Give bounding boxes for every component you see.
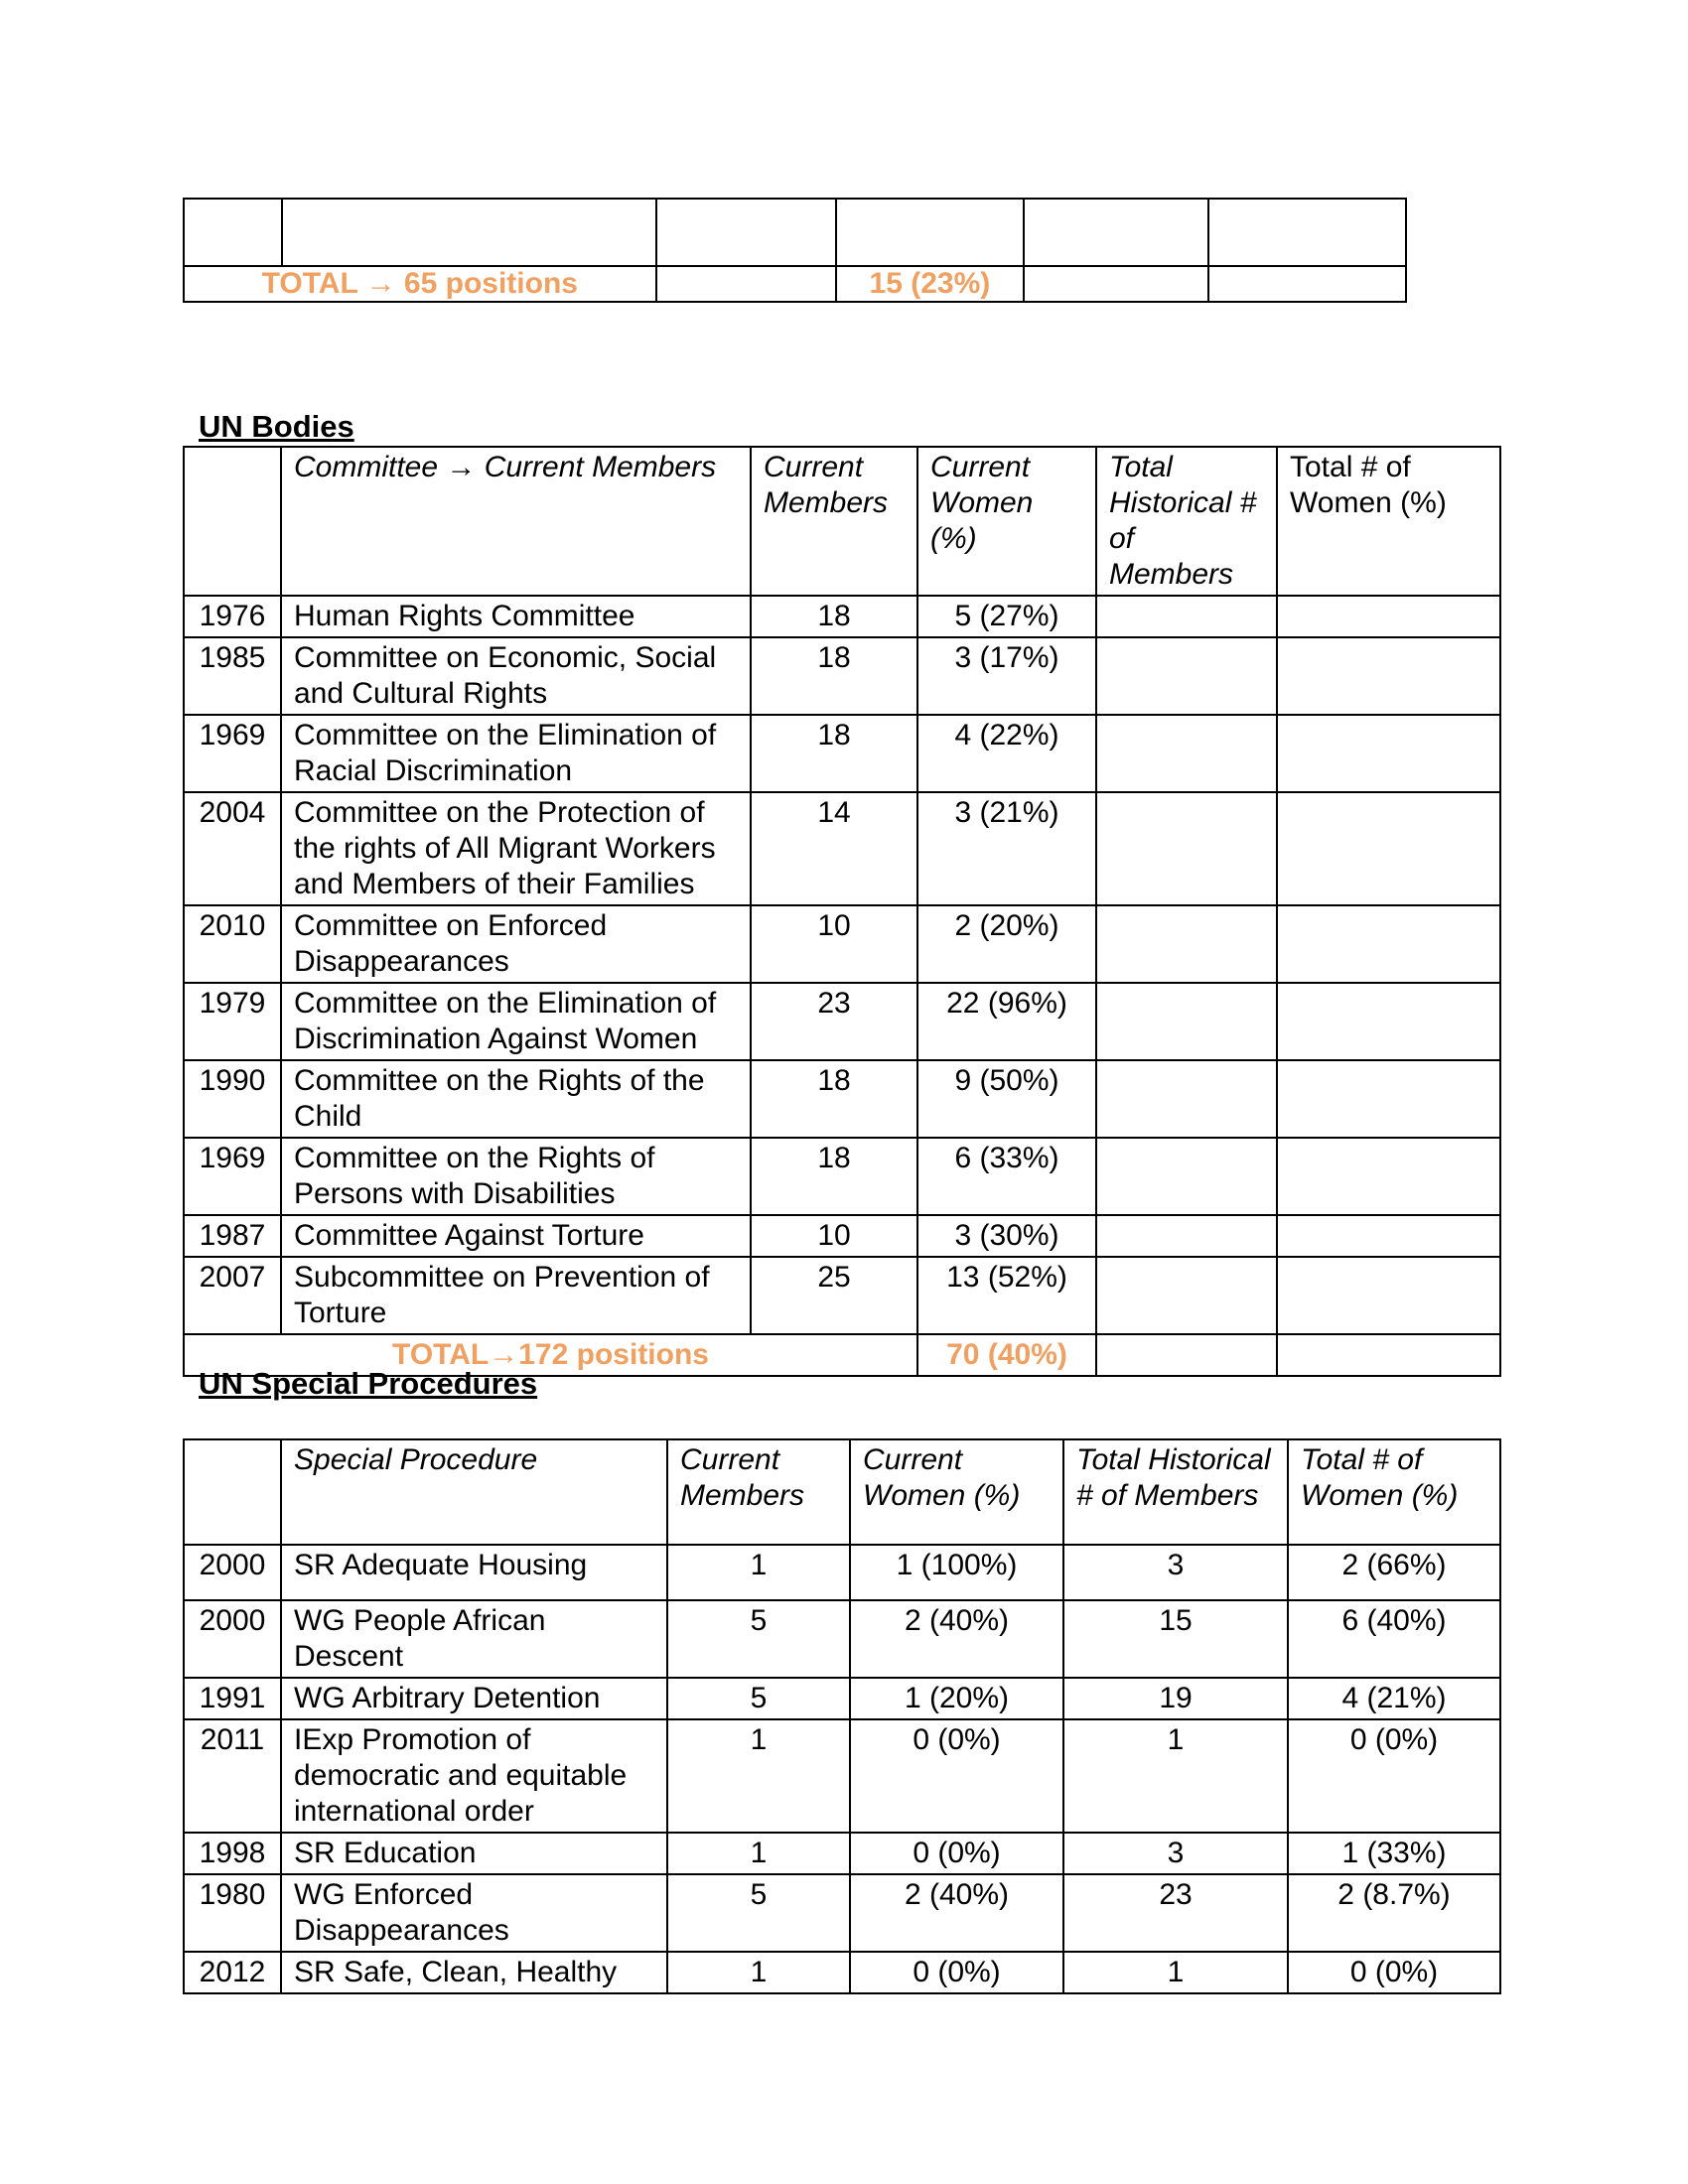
row-members: 18 bbox=[751, 715, 917, 792]
row-historical: 1 bbox=[1063, 1952, 1288, 1993]
header-procedure: Special Procedure bbox=[281, 1439, 667, 1545]
total-women: 70 (40%) bbox=[917, 1334, 1096, 1376]
row-total-women bbox=[1277, 715, 1500, 792]
row-year: 2012 bbox=[184, 1952, 281, 1993]
row-members: 18 bbox=[751, 596, 917, 637]
row-name: Committee on Economic, Social and Cultural Rights bbox=[281, 637, 751, 715]
row-year: 1979 bbox=[184, 983, 281, 1060]
row-women: 2 (20%) bbox=[917, 905, 1096, 983]
table-row bbox=[184, 1257, 1500, 1334]
row-members: 18 bbox=[751, 637, 917, 715]
row-historical bbox=[1096, 983, 1277, 1060]
row-members: 14 bbox=[751, 792, 917, 905]
row-women: 3 (21%) bbox=[917, 792, 1096, 905]
header-total-historical: Total Historical # of Members bbox=[1096, 447, 1277, 596]
row-name: WG People African Descent bbox=[281, 1600, 667, 1678]
row-total-women: 4 (21%) bbox=[1288, 1678, 1500, 1719]
row-women: 9 (50%) bbox=[917, 1060, 1096, 1138]
table-row bbox=[184, 905, 1500, 983]
row-name: WG Enforced Disappearances bbox=[281, 1874, 667, 1952]
row-historical: 3 bbox=[1063, 1545, 1288, 1600]
row-women: 3 (17%) bbox=[917, 637, 1096, 715]
table-cell bbox=[836, 199, 1024, 266]
row-name: Committee Against Torture bbox=[281, 1215, 751, 1257]
row-year: 1980 bbox=[184, 1874, 281, 1952]
row-total-women bbox=[1277, 596, 1500, 637]
table-cell bbox=[1024, 199, 1209, 266]
row-year: 2000 bbox=[184, 1545, 281, 1600]
row-historical: 19 bbox=[1063, 1678, 1288, 1719]
row-members: 23 bbox=[751, 983, 917, 1060]
row-historical bbox=[1096, 792, 1277, 905]
row-year: 1987 bbox=[184, 1215, 281, 1257]
row-name: Committee on the Rights of the Child bbox=[281, 1060, 751, 1138]
row-historical bbox=[1096, 637, 1277, 715]
row-year: 2011 bbox=[184, 1719, 281, 1833]
table-row bbox=[184, 1138, 1500, 1215]
table-cell bbox=[184, 199, 282, 266]
row-year: 1969 bbox=[184, 715, 281, 792]
total-row bbox=[184, 266, 1406, 302]
row-members: 18 bbox=[751, 1060, 917, 1138]
top-summary-table bbox=[183, 198, 1407, 303]
row-name: Committee on the Elimination of Discrimination Against Women bbox=[281, 983, 751, 1060]
row-women: 2 (40%) bbox=[850, 1874, 1063, 1952]
table-cell bbox=[1277, 1334, 1500, 1376]
row-women: 1 (100%) bbox=[850, 1545, 1063, 1600]
row-historical bbox=[1096, 1215, 1277, 1257]
row-women: 13 (52%) bbox=[917, 1257, 1096, 1334]
row-members: 1 bbox=[667, 1545, 850, 1600]
row-total-women bbox=[1277, 1257, 1500, 1334]
table-row bbox=[184, 1833, 1500, 1874]
header-current-members: Current Members bbox=[667, 1439, 850, 1545]
row-members: 18 bbox=[751, 1138, 917, 1215]
table-row bbox=[184, 1215, 1500, 1257]
row-name: SR Safe, Clean, Healthy bbox=[281, 1952, 667, 1993]
table-row bbox=[184, 1874, 1500, 1952]
row-members: 1 bbox=[667, 1833, 850, 1874]
table-row bbox=[184, 1719, 1500, 1833]
row-historical bbox=[1096, 596, 1277, 637]
row-name: SR Education bbox=[281, 1833, 667, 1874]
row-members: 5 bbox=[667, 1874, 850, 1952]
row-total-women: 0 (0%) bbox=[1288, 1719, 1500, 1833]
table-cell bbox=[1096, 1334, 1277, 1376]
row-year: 1998 bbox=[184, 1833, 281, 1874]
table-row bbox=[184, 1600, 1500, 1678]
un-bodies-title: UN Bodies bbox=[199, 409, 354, 444]
row-historical: 23 bbox=[1063, 1874, 1288, 1952]
header-total-historical: Total Historical # of Members bbox=[1063, 1439, 1288, 1545]
table-cell bbox=[1208, 266, 1406, 302]
table-row bbox=[184, 715, 1500, 792]
row-members: 25 bbox=[751, 1257, 917, 1334]
table-row bbox=[184, 1678, 1500, 1719]
total-label: TOTAL→172 positions bbox=[184, 1334, 917, 1376]
row-name: IExp Promotion of democratic and equitable international order bbox=[281, 1719, 667, 1833]
row-total-women: 2 (66%) bbox=[1288, 1545, 1500, 1600]
total-women: 15 (23%) bbox=[836, 266, 1024, 302]
table-row bbox=[184, 792, 1500, 905]
row-total-women: 6 (40%) bbox=[1288, 1600, 1500, 1678]
table-row bbox=[184, 1952, 1500, 1993]
row-year: 1990 bbox=[184, 1060, 281, 1138]
table-row bbox=[184, 1545, 1500, 1600]
row-year: 2000 bbox=[184, 1600, 281, 1678]
row-members: 10 bbox=[751, 905, 917, 983]
header-year bbox=[184, 1439, 281, 1545]
table-row bbox=[184, 199, 1406, 266]
row-women: 0 (0%) bbox=[850, 1719, 1063, 1833]
row-year: 2010 bbox=[184, 905, 281, 983]
row-year: 1976 bbox=[184, 596, 281, 637]
table-row bbox=[184, 637, 1500, 715]
row-women: 0 (0%) bbox=[850, 1952, 1063, 1993]
header-committee: Committee → Current Members bbox=[281, 447, 751, 596]
row-women: 3 (30%) bbox=[917, 1215, 1096, 1257]
row-women: 5 (27%) bbox=[917, 596, 1096, 637]
row-total-women: 0 (0%) bbox=[1288, 1952, 1500, 1993]
total-label: TOTAL → 65 positions bbox=[184, 266, 656, 302]
header-current-women: Current Women (%) bbox=[917, 447, 1096, 596]
row-historical: 3 bbox=[1063, 1833, 1288, 1874]
header-current-members: Current Members bbox=[751, 447, 917, 596]
row-name: Committee on the Elimination of Racial Discrimination bbox=[281, 715, 751, 792]
row-name: Committee on Enforced Disappearances bbox=[281, 905, 751, 983]
row-historical bbox=[1096, 1257, 1277, 1334]
row-year: 1985 bbox=[184, 637, 281, 715]
row-total-women: 1 (33%) bbox=[1288, 1833, 1500, 1874]
special-procedures-title: UN Special Procedures bbox=[199, 1366, 538, 1401]
header-year bbox=[184, 447, 281, 596]
row-women: 22 (96%) bbox=[917, 983, 1096, 1060]
row-women: 6 (33%) bbox=[917, 1138, 1096, 1215]
row-historical: 15 bbox=[1063, 1600, 1288, 1678]
table-cell bbox=[1208, 199, 1406, 266]
header-current-women: Current Women (%) bbox=[850, 1439, 1063, 1545]
un-bodies-table bbox=[183, 446, 1501, 1377]
row-total-women: 2 (8.7%) bbox=[1288, 1874, 1500, 1952]
row-historical bbox=[1096, 715, 1277, 792]
row-women: 2 (40%) bbox=[850, 1600, 1063, 1678]
row-name: Human Rights Committee bbox=[281, 596, 751, 637]
row-year: 2007 bbox=[184, 1257, 281, 1334]
row-total-women bbox=[1277, 905, 1500, 983]
row-women: 1 (20%) bbox=[850, 1678, 1063, 1719]
row-members: 1 bbox=[667, 1952, 850, 1993]
row-total-women bbox=[1277, 983, 1500, 1060]
header-total-women: Total # of Women (%) bbox=[1277, 447, 1500, 596]
row-members: 5 bbox=[667, 1678, 850, 1719]
row-members: 5 bbox=[667, 1600, 850, 1678]
row-total-women bbox=[1277, 792, 1500, 905]
header-total-women: Total # of Women (%) bbox=[1288, 1439, 1500, 1545]
table-cell bbox=[656, 266, 837, 302]
row-year: 2004 bbox=[184, 792, 281, 905]
header-row bbox=[184, 447, 1500, 596]
row-historical bbox=[1096, 1138, 1277, 1215]
row-total-women bbox=[1277, 1215, 1500, 1257]
row-year: 1991 bbox=[184, 1678, 281, 1719]
header-row bbox=[184, 1439, 1500, 1545]
table-cell bbox=[282, 199, 655, 266]
special-procedures-table bbox=[183, 1438, 1501, 1994]
row-total-women bbox=[1277, 1060, 1500, 1138]
table-cell bbox=[1024, 266, 1209, 302]
table-row bbox=[184, 1060, 1500, 1138]
row-historical: 1 bbox=[1063, 1719, 1288, 1833]
row-historical bbox=[1096, 905, 1277, 983]
row-total-women bbox=[1277, 637, 1500, 715]
row-total-women bbox=[1277, 1138, 1500, 1215]
row-members: 1 bbox=[667, 1719, 850, 1833]
table-row bbox=[184, 983, 1500, 1060]
row-name: Committee on the Rights of Persons with Disabilities bbox=[281, 1138, 751, 1215]
row-name: WG Arbitrary Detention bbox=[281, 1678, 667, 1719]
row-name: Subcommittee on Prevention of Torture bbox=[281, 1257, 751, 1334]
row-historical bbox=[1096, 1060, 1277, 1138]
row-women: 0 (0%) bbox=[850, 1833, 1063, 1874]
row-name: Committee on the Protection of the rights of All Migrant Workers and Members of their Families bbox=[281, 792, 751, 905]
row-name: SR Adequate Housing bbox=[281, 1545, 667, 1600]
row-members: 10 bbox=[751, 1215, 917, 1257]
row-year: 1969 bbox=[184, 1138, 281, 1215]
table-row bbox=[184, 596, 1500, 637]
row-women: 4 (22%) bbox=[917, 715, 1096, 792]
table-cell bbox=[656, 199, 837, 266]
